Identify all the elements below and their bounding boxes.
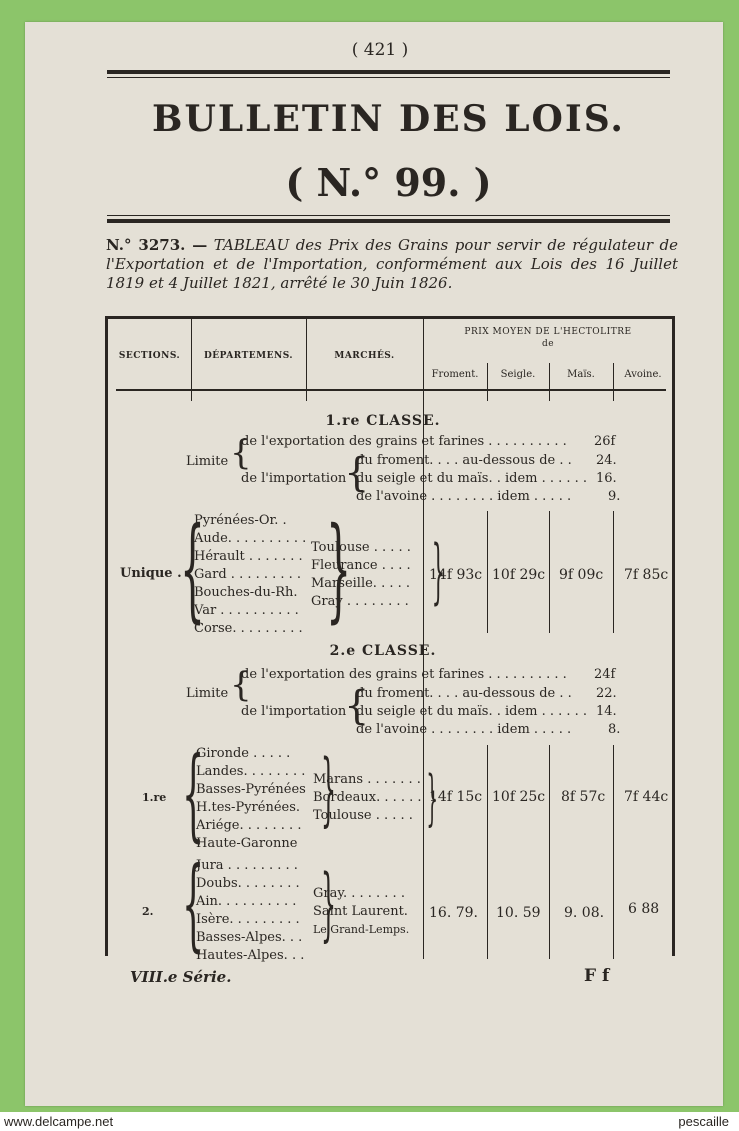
classe-2-import: de l'importation [241,704,347,719]
intro-paragraph [106,236,678,293]
departement: Landes. . . . . . . . [196,764,306,779]
marche: Marseille. . . . . [311,576,410,591]
classe-2-2-seigle: 10. 59 [496,905,541,921]
departement: H.tes-Pyrénées. [196,800,301,815]
classe-2-1-mais: 8f 57c [561,789,606,805]
marche: Gray. . . . . . . . [313,886,405,901]
intro-reference: N.° 3273. — [106,236,208,254]
header-froment: Froment. [431,369,479,380]
bulletin-number: ( N.° 99. ) [285,160,492,205]
departement: Hérault . . . . . . . [194,549,303,564]
classe-1-section: Unique . [120,566,182,581]
intro-text: TABLEAU des Prix des Grains pour servir de régulateur de l'Exportation et de l'Importation, conformément aux Lois des 16 Juillet 1819 et 4 Juillet 1821, arrêté le 30 Juin 1826. [106,236,679,292]
header-mais: Maïs. [567,369,595,380]
classe-1-froment: 14f 93c [429,567,483,583]
classe-1-import-row: du seigle et du maïs. . idem . . . . . . [356,471,588,486]
col-sep [613,745,614,959]
classe-2-1-avoine: 7f 44c [624,789,669,805]
marche: Toulouse . . . . . [313,808,413,823]
classe-1-seigle: 10f 29c [492,567,546,583]
signature-mark: F f [584,966,610,986]
col-sep [549,745,550,959]
brace: { [326,504,352,634]
brace: { [180,504,205,634]
classe-2-export-value: 24f [594,667,616,682]
classe-2-2-froment: 16. 79. [429,905,478,921]
brace: { [320,857,337,950]
marche: Marans . . . . . . . [313,772,421,787]
classe-2-limite: Limite [186,686,229,701]
classe-2-1-froment: 14f 15c [429,789,483,805]
watermark-right: pescaille [678,1114,729,1129]
classe-2-title: 2.e CLASSE. [329,643,437,659]
col-sep [487,511,488,633]
brace: { [230,665,252,705]
classe-2-export: de l'exportation des grains et farines . . . . . . . . . . [241,667,567,682]
marche: Bordeaux. . . . . . [313,790,422,805]
classe-2-import-value: 14. [596,704,617,719]
classe-2-import-row: du froment. . . . au-dessous de . . [356,686,572,701]
departement: Basses-Alpes. . . [196,930,303,945]
departement: Hautes-Alpes. . . [196,948,305,963]
col-sep [487,745,488,959]
departement: Gard . . . . . . . . . [194,567,302,582]
classe-2-section-1: 1.re [142,791,167,804]
classe-2-import-value: 22. [596,686,617,701]
departement: Bouches-du-Rh. [194,585,298,600]
departement: Haute-Garonne [196,836,298,851]
departement: Var . . . . . . . . . . [194,603,299,618]
top-rule-thin [107,77,670,78]
classe-1-import-row: du froment. . . . au-dessous de . . [356,453,572,468]
watermark-strip [0,1112,739,1131]
classe-1-import-row: de l'avoine . . . . . . . . idem . . . . . [356,489,572,504]
classe-1-import-value: 9. [608,489,621,504]
classe-1-title: 1.re CLASSE. [325,413,441,429]
classe-2-2-mais: 9. 08. [564,905,605,921]
marche: Gray . . . . . . . . [311,594,409,609]
brace: { [344,450,370,496]
classe-1-mais: 9f 09c [559,567,604,583]
classe-2-import-row: de l'avoine . . . . . . . . idem . . . . . [356,722,572,737]
bulletin-title: BULLETIN DES LOIS. [152,98,625,140]
departement: Corse. . . . . . . . . [194,621,303,636]
header-departements: DÉPARTEMENS. [204,351,293,361]
mid-rule [107,219,670,223]
mid-rule-thin [107,215,670,216]
classe-2-import-row: du seigle et du maïs. . idem . . . . . . [356,704,588,719]
brace: { [320,742,337,835]
header-rule [116,389,666,391]
header-avoine: Avoine. [624,369,662,380]
brace: { [230,433,252,473]
departement: Basses-Pyrénées [196,782,306,797]
series-label: VIII.e Série. [130,968,232,986]
classe-1-import-value: 24. [596,453,617,468]
price-table [105,316,675,963]
brace: { [344,683,370,729]
header-de: de [541,339,555,349]
classe-1-export-value: 26f [594,434,616,449]
brace: { [431,530,445,612]
departement: Isère. . . . . . . . . [196,912,300,927]
header-seigle: Seigle. [500,369,536,380]
departement: Gironde . . . . . [196,746,291,761]
classe-1-export: de l'exportation des grains et farines . . . . . . . . . . [241,434,567,449]
classe-1-limite: Limite [186,454,229,469]
classe-2-2-avoine: 6 88 [628,901,660,917]
header-marches: MARCHÉS. [334,351,395,361]
classe-2-1-seigle: 10f 25c [492,789,546,805]
brace: { [182,845,205,962]
marche: Le Grand-Lemps. [313,923,410,936]
departement: Doubs. . . . . . . . [196,876,300,891]
departement: Pyrénées-Or. . [194,513,287,528]
col-sep [549,511,550,633]
header-prix-moyen: PRIX MOYEN DE L'HECTOLITRE [464,327,632,337]
departement: Aude. . . . . . . . . . [194,531,307,546]
brace: { [426,763,438,833]
departement: Ain. . . . . . . . . . [196,894,297,909]
marche: Toulouse . . . . . [311,540,411,555]
header-sections: SECTIONS. [118,351,181,361]
departement: Ariége. . . . . . . . [196,818,302,833]
watermark-left: www.delcampe.net [4,1114,114,1129]
page-number: ( 421 ) [351,40,409,60]
top-rule [107,70,670,74]
brace: { [182,735,205,852]
marche: Saint Laurent. [313,904,408,919]
marche: Fleurance . . . . [311,558,411,573]
classe-1-import: de l'importation [241,471,347,486]
classe-2-section-2: 2. [142,905,154,918]
classe-1-avoine: 7f 85c [624,567,669,583]
col-sep [613,511,614,633]
classe-2-import-value: 8. [608,722,621,737]
classe-1-import-value: 16. [596,471,617,486]
departement: Jura . . . . . . . . . [196,858,298,873]
